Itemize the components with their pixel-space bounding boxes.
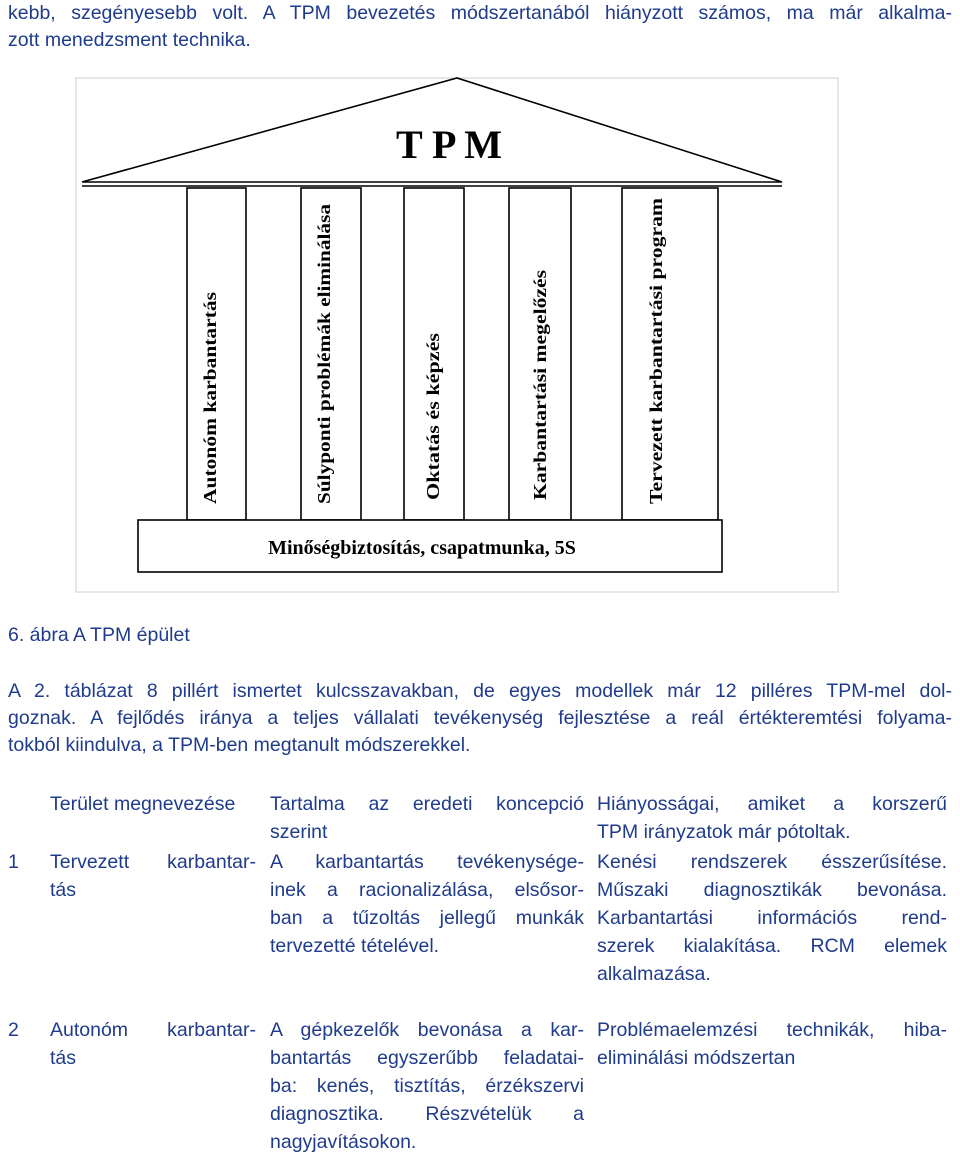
body-line: tokból kiindulva, a TPM-ben megtanult módszerekkel. [8, 734, 471, 756]
body-paragraph [8, 678, 952, 759]
figure-caption: 6. ábra A TPM épület [8, 624, 190, 646]
row-area: Autonóm karbantar- tás [50, 1019, 256, 1069]
row-number: 2 [8, 1019, 19, 1041]
pillar-label: Tervezett karbantartási program [646, 250, 666, 504]
intro-line: zott menedzsment technika. [8, 29, 251, 51]
body-line: A 2. táblázat 8 pillért ismertet kulcsszavakban, de egyes modellek már 12 pilléres TPM-mel dol- [8, 680, 952, 702]
roof-title: T P M [396, 122, 502, 167]
intro-paragraph [8, 0, 952, 54]
row-number: 1 [8, 851, 19, 873]
header-gaps: Hiányosságai, amiket a korszerű TPM irányzatok már pótoltak. [597, 793, 947, 843]
pillar-label: Karbantartási megelőzés [530, 308, 550, 500]
pillar-label: Autonóm karbantartás [200, 326, 220, 504]
row-content: A gépkezelők bevonása a kar- bantartás egyszerűbb feladatai- ba: kenés, tisztítás, érzékszervi diagnosztika. Részvételük a nagyjavításokon. [270, 1019, 584, 1153]
row-gaps: Problémaelemzési technikák, hiba- eliminálási módszertan [597, 1019, 947, 1069]
pillar-planned-maintenance [622, 188, 718, 520]
row-area: Tervezett karbantar- tás [50, 851, 256, 901]
pillar-label: Súlyponti problémák eliminálása [314, 250, 334, 504]
row-gaps: Kenési rendszerek ésszerűsítése. Műszaki diagnosztikák bevonása. Karbantartási információs rend- szerek kialakítása. RCM elemek alkalmazása. [597, 851, 947, 985]
foundation-label: Minőségbiztosítás, csapatmunka, 5S [268, 537, 576, 559]
row-content: A karbantartás tevékenysége- inek a racionalizálása, elsősor- ban a tűzoltás jellegű munkák tervezetté tételével. [270, 851, 584, 957]
pillar-label: Oktatás és képzés [423, 364, 443, 500]
body-line: goznak. A fejlődés iránya a teljes vállalati tevékenység fejlesztése a reál értékteremtési folyama- [8, 707, 952, 729]
header-content: Tartalma az eredeti koncepció szerint [270, 793, 584, 843]
header-area: Terület megnevezése [50, 793, 236, 815]
tpm-building-figure [74, 76, 840, 596]
intro-line: kebb, szegényesebb volt. A TPM bevezetés módszertanából hiányzott számos, ma már alkalma- [8, 2, 952, 24]
